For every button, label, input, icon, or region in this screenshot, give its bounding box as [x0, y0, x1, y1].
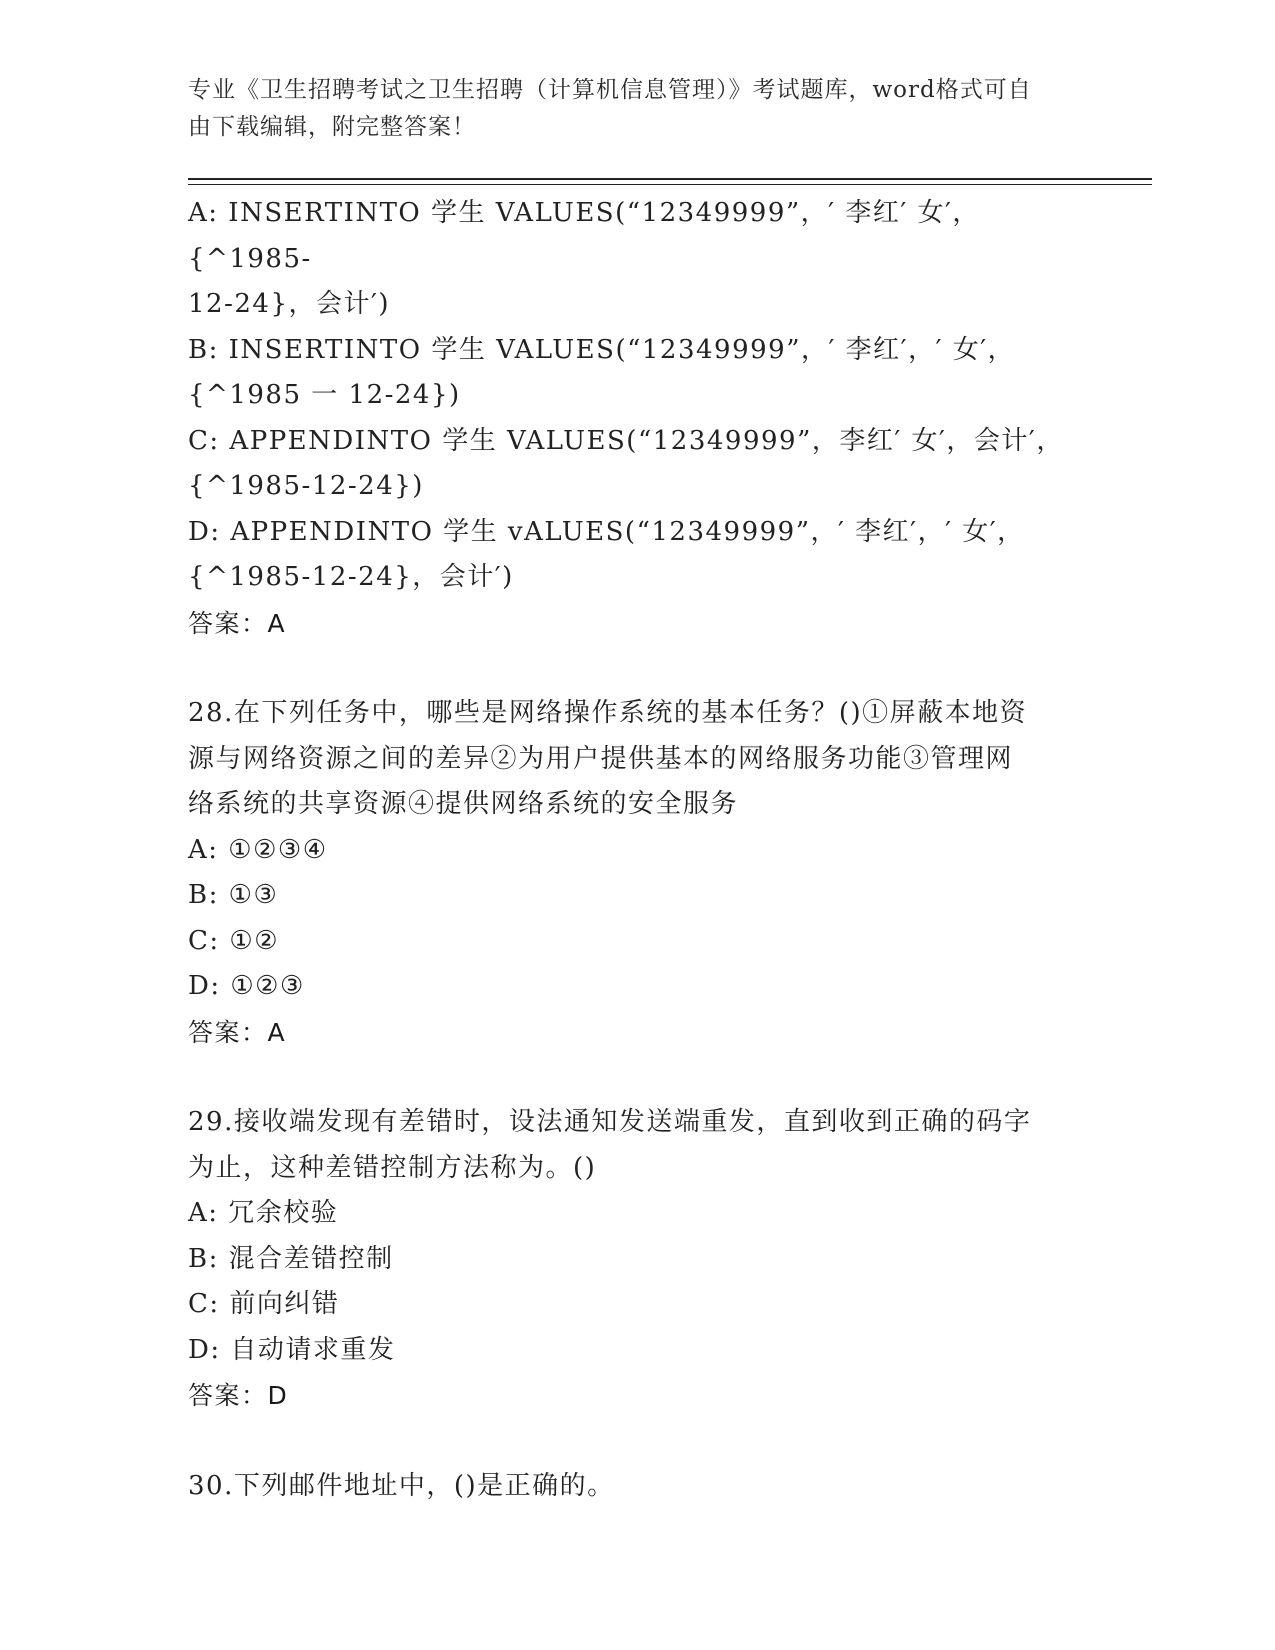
question-stem: 为止，这种差错控制方法称为。()	[188, 1152, 597, 1183]
option-c-continued: {^1985-12-24})	[188, 471, 424, 501]
option-b: B: ①③	[188, 880, 279, 910]
question-stem: 源与网络资源之间的差异②为用户提供基本的网络服务功能③管理网	[188, 743, 1014, 774]
question-28	[188, 691, 1088, 1055]
option-b-continued: {^1985 一 12-24})	[188, 380, 461, 410]
option-a: A: 冗余校验	[188, 1198, 339, 1228]
option-c: C: APPENDINTO 学生 VALUES(“12349999”，李红′ 女′，会计′，	[188, 425, 1064, 456]
answer-line: 答案：A	[188, 608, 287, 638]
option-a: A: INSERTINTO 学生 VALUES(“12349999”，′ 李红′ 女′，{^1985-	[188, 198, 980, 274]
question-27	[188, 191, 1088, 646]
header-divider-thin	[188, 184, 1152, 185]
question-stem: 30.下列邮件地址中，()是正确的。	[188, 1470, 615, 1501]
header-line: 由下载编辑，附完整答案！	[188, 114, 476, 140]
option-b: B: INSERTINTO 学生 VALUES(“12349999”，′ 李红′，′ 女′，	[188, 334, 1016, 365]
question-30	[188, 1464, 1088, 1510]
option-b: B: 混合差错控制	[188, 1243, 394, 1274]
option-d-continued: {^1985-12-24}，会计′)	[188, 562, 514, 592]
header-divider	[188, 178, 1152, 180]
option-d: D: 自动请求重发	[188, 1334, 396, 1365]
answer-line: 答案：D	[188, 1381, 289, 1410]
option-c: C: ①②	[188, 925, 280, 956]
header-line: 专业《卫生招聘考试之卫生招聘（计算机信息管理）》考试题库，word格式可自	[188, 77, 1032, 103]
option-a-continued: 12-24}，会计′)	[188, 289, 391, 319]
document-header	[188, 72, 1088, 146]
option-d: D: ①②③	[188, 971, 305, 1001]
question-29	[188, 1100, 1088, 1419]
question-stem: 络系统的共享资源④提供网络系统的安全服务	[188, 789, 739, 819]
answer-line: 答案：A	[188, 1017, 287, 1047]
question-stem: 28.在下列任务中，哪些是网络操作系统的基本任务？()①屏蔽本地资	[188, 698, 1028, 728]
option-a: A: ①②③④	[188, 834, 328, 865]
question-list	[188, 191, 1088, 1509]
option-d: D: APPENDINTO 学生 vALUES(“12349999”，′ 李红′，′ 女′，	[188, 516, 1025, 547]
option-c: C: 前向纠错	[188, 1289, 340, 1319]
question-stem: 29.接收端发现有差错时，设法通知发送端重发，直到收到正确的码字	[188, 1107, 1032, 1137]
